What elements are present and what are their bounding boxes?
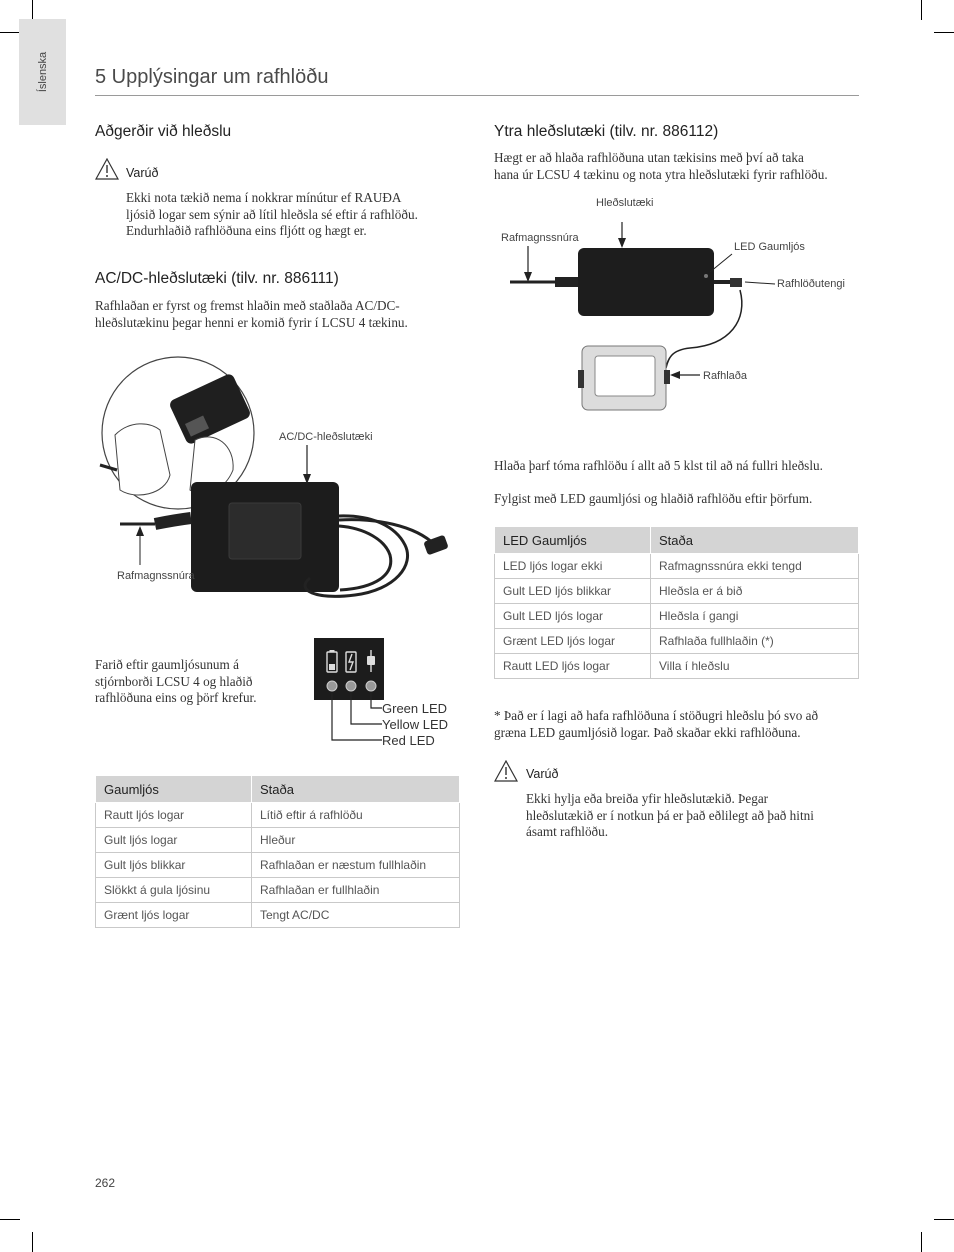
table-cell: LED ljós logar ekki <box>495 554 651 579</box>
section-heading-acdc: AC/DC-hleðslutæki (tilv. nr. 886111) <box>95 270 339 287</box>
crop-mark <box>32 0 33 20</box>
table-cell: Rafhlaðan er næstum fullhlaðin <box>252 853 460 878</box>
language-tab <box>19 19 66 125</box>
table-cell: Gult LED ljós blikkar <box>495 579 651 604</box>
monitor-led-text: Fylgist með LED gaumljósi og hlaðið rafhlöðu eftir þörfum. <box>494 491 813 506</box>
table-cell: Hleður <box>252 828 460 853</box>
crop-mark <box>934 1219 954 1220</box>
table-header-row <box>96 776 460 803</box>
table-cell: Rafhlaða fullhlaðin (*) <box>651 629 859 654</box>
table-cell: Rautt ljós logar <box>96 803 252 828</box>
led-status-table <box>494 526 859 679</box>
acdc-charger-label: AC/DC-hleðslutæki <box>279 431 373 443</box>
table-row <box>495 579 859 604</box>
acdc-description: Rafhlaðan er fyrst og fremst hlaðin með staðlaða AC/DC- hleðslutækinu þegar henni er komið fyrir í LCSU 4 tækinu. <box>95 298 408 330</box>
table-header-row <box>495 527 859 554</box>
crop-mark <box>934 32 954 33</box>
crop-mark <box>921 0 922 20</box>
section-heading-external-charger: Ytra hleðslutæki (tilv. nr. 886112) <box>494 123 719 140</box>
table-row <box>96 903 460 928</box>
indicator-status-table <box>95 775 460 928</box>
section-heading-charging: Aðgerðir við hleðslu <box>95 123 232 140</box>
battery-label: Rafhlaða <box>703 370 748 382</box>
table-cell: Slökkt á gula ljósinu <box>96 878 252 903</box>
warning-icon <box>494 760 518 782</box>
table-header: Staða <box>252 776 460 803</box>
crop-mark <box>0 32 20 33</box>
table-row <box>96 803 460 828</box>
warning-label: Varúð <box>526 767 559 781</box>
table-cell: Lítið eftir á rafhlöðu <box>252 803 460 828</box>
footnote: * Það er í lagi að hafa rafhlöðuna í stöðugri hleðslu þó svo að græna LED gaumljósið logar. Það skaðar ekki rafhlöðuna. <box>494 708 819 740</box>
table-cell: Grænt LED ljós logar <box>495 629 651 654</box>
charging-time-text: Hlaða þarf tóma rafhlöðu í allt að 5 klst til að ná fullri hleðslu. <box>494 458 823 473</box>
table-cell: Villa í hleðslu <box>651 654 859 679</box>
table-row <box>96 828 460 853</box>
table-cell: Gult ljós blikkar <box>96 853 252 878</box>
table-header: LED Gaumljós <box>495 527 651 554</box>
table-cell: Rafhlaðan er fullhlaðin <box>252 878 460 903</box>
crop-mark <box>921 1232 922 1252</box>
charger-label: Hleðslutæki <box>596 197 654 209</box>
indicator-instructions: Farið eftir gaumljósunum á stjórnborði LCSU 4 og hlaðið rafhlöðuna eins og þörf krefur. <box>95 657 257 705</box>
table-cell: Rautt LED ljós logar <box>495 654 651 679</box>
table-cell: Rafmagnssnúra ekki tengd <box>651 554 859 579</box>
crop-mark <box>32 1232 33 1252</box>
table-row <box>96 853 460 878</box>
table-cell: Tengt AC/DC <box>252 903 460 928</box>
external-charger-intro: Hægt er að hlaða rafhlöðuna utan tækisins með því að taka hana úr LCSU 4 tækinu og nota ytra hleðslutæki fyrir rafhlöðu. <box>494 150 828 182</box>
table-cell: Grænt ljós logar <box>96 903 252 928</box>
table-row <box>495 604 859 629</box>
warning-text: Ekki nota tækið nema í nokkrar mínútur ef RAUÐA ljósið logar sem sýnir að lítil hleðsla sé eftir á rafhlöðu. Endurhlaðið rafhlöðuna eins fljótt og hægt er. <box>126 190 418 238</box>
table-header: Gaumljós <box>96 776 252 803</box>
table-row <box>495 554 859 579</box>
warning-label: Varúð <box>126 166 159 180</box>
table-header: Staða <box>651 527 859 554</box>
crop-mark <box>0 1219 20 1220</box>
table-cell: Gult ljós logar <box>96 828 252 853</box>
title-divider <box>95 95 859 96</box>
table-row <box>96 878 460 903</box>
table-row <box>495 654 859 679</box>
table-cell: Hleðsla í gangi <box>651 604 859 629</box>
language-tab-label: Íslenska <box>36 51 49 93</box>
power-cord-label: Rafmagnssnúra <box>117 570 195 582</box>
warning-text: Ekki hylja eða breiða yfir hleðslutækið. Þegar hleðslutækið er í notkun þá er það eðlilegt að það hitni ásamt rafhlöðu. <box>526 791 814 839</box>
led-indicator-label: LED Gaumljós <box>734 241 805 253</box>
table-cell: Gult LED ljós logar <box>495 604 651 629</box>
table-row <box>495 629 859 654</box>
page-title: 5 Upplýsingar um rafhlöðu <box>95 66 329 88</box>
led-indicator-panel <box>314 638 386 750</box>
table-cell: Hleðsla er á bið <box>651 579 859 604</box>
yellow-led-label: Yellow LED <box>382 717 449 732</box>
warning-icon <box>95 158 119 180</box>
page-number: 262 <box>95 1176 116 1190</box>
red-led-label: Red LED <box>382 733 435 748</box>
battery-connector-label: Rafhlöðutengi <box>777 278 845 290</box>
power-cord-label-right: Rafmagnssnúra <box>501 232 579 244</box>
green-led-label: Green LED <box>382 701 448 716</box>
